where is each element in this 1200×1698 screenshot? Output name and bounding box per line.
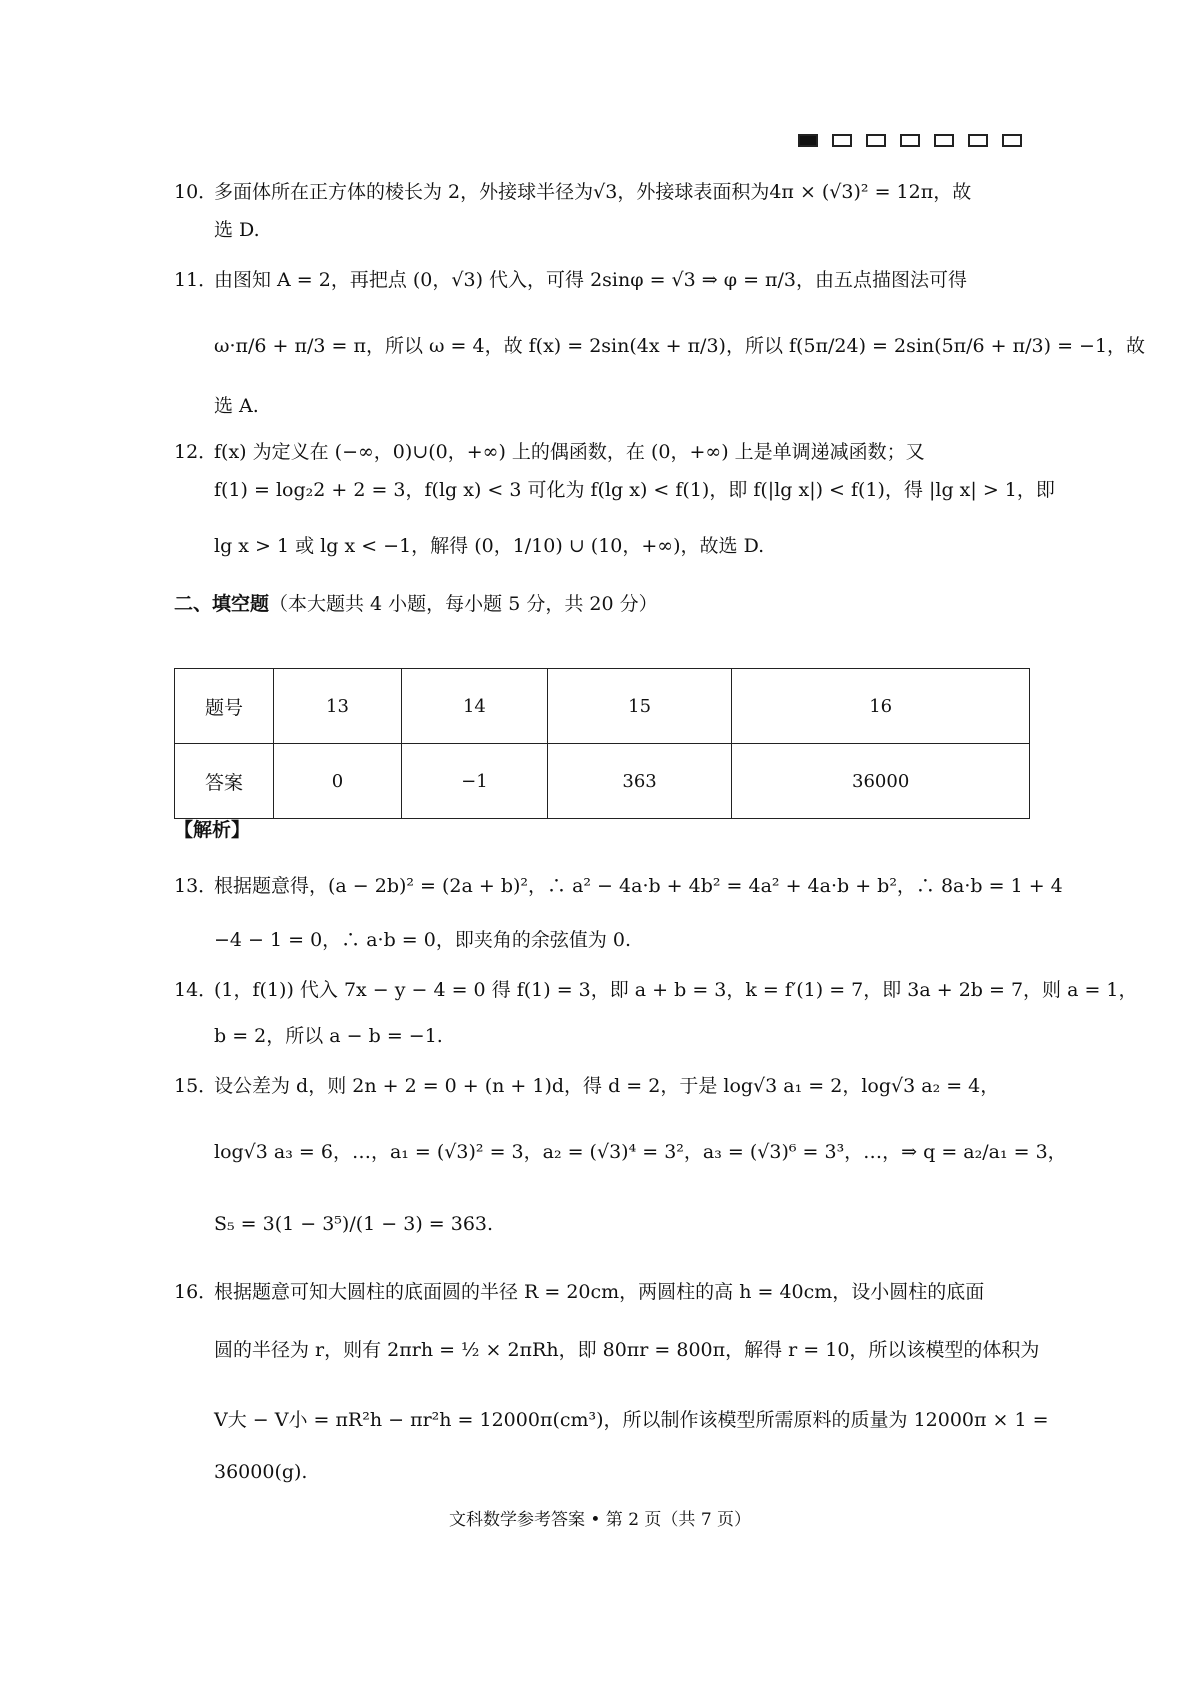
q12-line3: lg x > 1 或 lg x < −1，解得 (0，1/10) ∪ (10，+∞)，故选 D. bbox=[214, 535, 765, 557]
q14-line2: b = 2，所以 a − b = −1. bbox=[214, 1025, 443, 1047]
q15-line1 bbox=[174, 1074, 999, 1098]
section-note: （本大题共 4 小题，每小题 5 分，共 20 分） bbox=[269, 593, 658, 615]
q10-number: 10． bbox=[174, 181, 218, 203]
progress-mark-empty bbox=[1002, 134, 1022, 147]
q13-text1: 根据题意得，(a − 2b)² = (2a + b)²，∴ a² − 4a·b + 4b² = 4a² + 4a·b + b²，∴ 8a·b = 1 + 4 bbox=[214, 875, 1063, 897]
table-row bbox=[175, 669, 1030, 744]
progress-mark-empty bbox=[934, 134, 954, 147]
q15-number: 15． bbox=[174, 1075, 218, 1097]
answer-table bbox=[174, 668, 1030, 819]
q16-line4: 36000(g). bbox=[214, 1461, 308, 1483]
q13-line2: −4 − 1 = 0，∴ a·b = 0，即夹角的余弦值为 0. bbox=[214, 929, 632, 951]
q12-line2: f(1) = log₂2 + 2 = 3，f(lg x) < 3 可化为 f(lg x) < f(1)，即 f(|lg x|) < f(1)，得 |lg x| > 1，即 bbox=[214, 479, 1055, 501]
q15-text1: 设公差为 d，则 2n + 2 = 0 + (n + 1)d，得 d = 2，于是 log√3 a₁ = 2，log√3 a₂ = 4， bbox=[214, 1075, 1000, 1097]
q11-number: 11． bbox=[174, 269, 218, 291]
page-footer: 文科数学参考答案 • 第 2 页（共 7 页） bbox=[448, 1510, 752, 1530]
q10-text1: 多面体所在正方体的棱长为 2，外接球半径为√3，外接球表面积为4π × (√3)² = 12π，故 bbox=[214, 181, 972, 203]
section-heading bbox=[174, 592, 658, 616]
progress-mark-empty bbox=[866, 134, 886, 147]
q14-line1 bbox=[174, 978, 1138, 1002]
progress-mark-filled bbox=[798, 134, 818, 147]
table-cell: 36000 bbox=[732, 744, 1030, 819]
q11-line2: ω·π/6 + π/3 = π，所以 ω = 4，故 f(x) = 2sin(4x + π/3)，所以 f(5π/24) = 2sin(5π/6 + π/3) = −1，故 bbox=[214, 335, 1146, 357]
q12-text1: f(x) 为定义在 (−∞，0)∪(0，+∞) 上的偶函数，在 (0，+∞) 上是单调递减函数；又 bbox=[214, 441, 925, 463]
row-header-number: 题号 bbox=[175, 669, 274, 744]
q15-line2: log√3 a₃ = 6，…，a₁ = (√3)² = 3，a₂ = (√3)⁴ = 3²，a₃ = (√3)⁶ = 3³，…，⇒ q = a₂/a₁ = 3， bbox=[214, 1141, 1067, 1163]
table-cell: 14 bbox=[401, 669, 547, 744]
q11-text1: 由图知 A = 2，再把点 (0，√3) 代入，可得 2sinφ = √3 ⇒ φ = π/3，由五点描图法可得 bbox=[214, 269, 968, 291]
table-cell: 16 bbox=[732, 669, 1030, 744]
table-row bbox=[175, 744, 1030, 819]
section-title: 二、填空题 bbox=[174, 593, 270, 615]
table-cell: −1 bbox=[401, 744, 547, 819]
q15-line3: S₅ = 3(1 − 3⁵)/(1 − 3) = 363. bbox=[214, 1213, 494, 1235]
q10-line1 bbox=[174, 180, 971, 204]
progress-mark-empty bbox=[900, 134, 920, 147]
q16-number: 16． bbox=[174, 1281, 218, 1303]
q13-line1 bbox=[174, 874, 1063, 898]
q14-text1: (1，f(1)) 代入 7x − y − 4 = 0 得 f(1) = 3，即 a + b = 3，k = f′(1) = 7，即 3a + 2b = 7，则 a = 1， bbox=[214, 979, 1138, 1001]
table-cell: 0 bbox=[274, 744, 402, 819]
table-cell: 15 bbox=[547, 669, 732, 744]
q14-number: 14． bbox=[174, 979, 218, 1001]
q16-line1 bbox=[174, 1280, 984, 1304]
q12-number: 12． bbox=[174, 441, 218, 463]
q13-number: 13． bbox=[174, 875, 218, 897]
q10-line2: 选 D. bbox=[214, 219, 260, 241]
analysis-label: 【解析】 bbox=[174, 819, 251, 841]
progress-marks bbox=[798, 134, 1022, 147]
q16-line2: 圆的半径为 r，则有 2πrh = ½ × 2πRh，即 80πr = 800π，解得 r = 10，所以该模型的体积为 bbox=[214, 1339, 1040, 1361]
table-cell: 363 bbox=[547, 744, 732, 819]
progress-mark-empty bbox=[968, 134, 988, 147]
table-cell: 13 bbox=[274, 669, 402, 744]
q12-line1 bbox=[174, 440, 925, 464]
row-header-answer: 答案 bbox=[175, 744, 274, 819]
q11-line1 bbox=[174, 268, 967, 292]
progress-mark-empty bbox=[832, 134, 852, 147]
q16-line3: V大 − V小 = πR²h − πr²h = 12000π(cm³)，所以制作该模型所需原料的质量为 12000π × 1 = bbox=[214, 1409, 1049, 1431]
q16-text1: 根据题意可知大圆柱的底面圆的半径 R = 20cm，两圆柱的高 h = 40cm，设小圆柱的底面 bbox=[214, 1281, 985, 1303]
q11-line3: 选 A. bbox=[214, 395, 259, 417]
